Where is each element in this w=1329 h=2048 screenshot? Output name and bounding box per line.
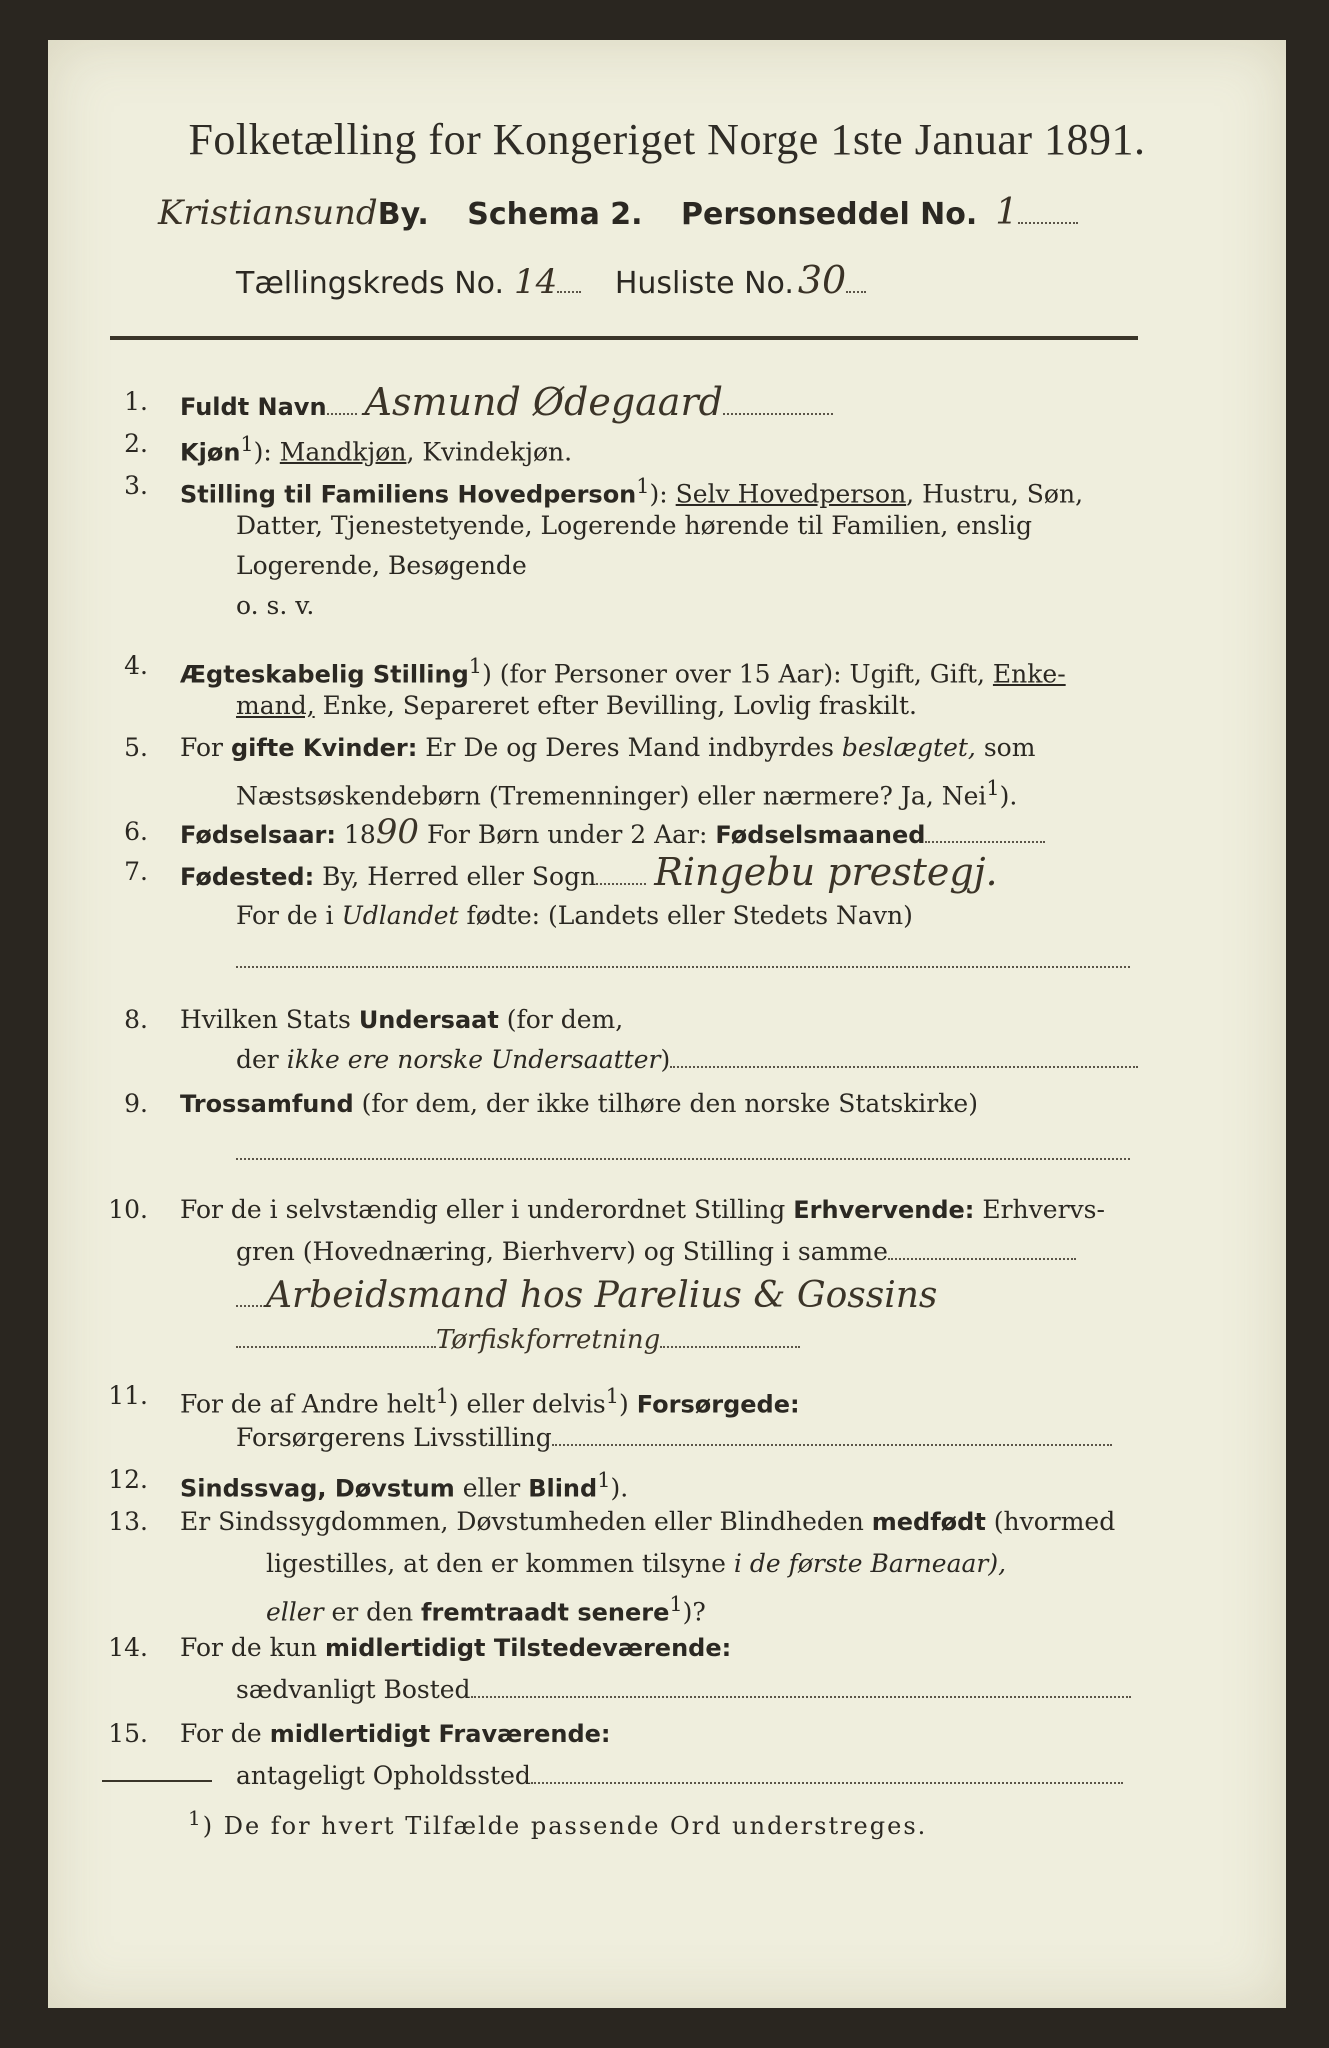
question-text: eller — [454, 1473, 529, 1503]
question-text-italic: i de første Barneaar), — [733, 1549, 1007, 1578]
question-text: (for dem, — [498, 1005, 624, 1034]
question-8-line2 — [236, 1040, 1138, 1080]
question-text-italic: eller — [266, 1597, 324, 1627]
question-3-line3: Logerende, Besøgende — [236, 551, 527, 580]
question-text: Er Sindssygdommen, Døvstumheden eller Blindheden — [180, 1507, 872, 1536]
question-5-line2 — [236, 768, 1017, 816]
header-row-kreds — [236, 258, 1136, 302]
schema-label: Schema 2. — [467, 197, 643, 232]
question-text-italic: ikke ere norske Undersaatter — [286, 1045, 661, 1074]
option-underlined: Selv Hovedperson — [675, 479, 907, 509]
question-4-line2 — [236, 686, 917, 726]
dotted-line — [660, 1320, 800, 1348]
form-title: Folketælling for Kongeriget Norge 1ste Januar 1891. — [188, 115, 1146, 164]
question-text: som — [975, 733, 1036, 762]
question-text: ). — [999, 781, 1018, 811]
option-underlined: mand, — [236, 691, 315, 720]
question-label: Erhvervende: — [793, 1196, 975, 1224]
question-number: 13. — [108, 1507, 148, 1536]
question-text-italic: beslægtet, — [841, 733, 976, 762]
question-text: For de af Andre helt — [180, 1389, 436, 1419]
dotted-line — [1018, 196, 1078, 224]
dotted-line — [888, 1232, 1076, 1260]
question-text: )? — [682, 1597, 706, 1627]
question-14-body — [180, 1628, 731, 1668]
header-row-schema — [158, 192, 1198, 233]
dotted-line — [670, 1040, 1138, 1068]
question-text: er den — [323, 1597, 422, 1627]
footnote-ref: 1 — [468, 654, 483, 678]
question-number: 2. — [124, 429, 148, 458]
question-6-body — [180, 812, 1045, 855]
question-10-answer-2 — [236, 1320, 800, 1360]
question-text: For Børn under 2 Aar: — [419, 820, 716, 849]
question-text: Hvilken Stats — [180, 1005, 359, 1034]
question-text: Forsørgerens Livsstilling — [236, 1423, 552, 1452]
question-number: 15. — [108, 1719, 148, 1748]
question-label: midlertidigt Fraværende: — [269, 1720, 611, 1748]
question-label: gifte Kvinder: — [230, 734, 418, 762]
dotted-line — [557, 265, 581, 293]
question-label: Fødselsaar: — [180, 821, 336, 849]
question-number: 12. — [108, 1465, 148, 1494]
dotted-line — [236, 1320, 436, 1348]
question-text: sædvanligt Bosted — [236, 1675, 471, 1704]
dotted-line — [596, 857, 646, 885]
question-label: Blind — [528, 1474, 598, 1503]
question-text: Er De og Deres Mand indbyrdes — [417, 733, 842, 762]
dotted-line — [925, 815, 1045, 843]
question-text: , Hustru, Søn, — [906, 479, 1084, 509]
question-text: ) — [660, 1045, 671, 1074]
question-text: antageligt Opholdssted — [236, 1761, 531, 1790]
town-name: Kristiansund — [158, 193, 378, 233]
question-text: ) eller delvis — [448, 1389, 606, 1419]
question-13-line2 — [266, 1544, 1006, 1584]
question-11-line2 — [236, 1418, 1112, 1458]
year-prefix: 18 — [336, 820, 376, 849]
dotted-line — [471, 1670, 1131, 1698]
kreds-number: 14 — [514, 262, 558, 302]
answer-line — [236, 966, 1130, 968]
question-10-body — [180, 1190, 1105, 1230]
footnote-text: ) De for hvert Tilfælde passende Ord understreges. — [202, 1812, 928, 1840]
question-label: Fuldt Navn — [180, 393, 327, 421]
dotted-line — [531, 1756, 1123, 1784]
husliste-number: 30 — [797, 258, 847, 302]
footnote-marker: 1 — [188, 1806, 203, 1830]
footnote-ref: 1 — [435, 1384, 449, 1408]
question-text: Enke, Separeret efter Bevilling, Lovlig fraskilt. — [314, 691, 917, 720]
question-text: , Kvindekjøn. — [406, 437, 573, 467]
footnote-ref: 1 — [636, 474, 650, 498]
question-text: ligestilles, at den er kommen tilsyne — [266, 1549, 734, 1578]
question-3-line4: o. s. v. — [236, 591, 315, 620]
dotted-line — [327, 387, 357, 415]
question-7-body — [180, 852, 998, 897]
answer-name: Asmund Ødegaard — [364, 380, 723, 424]
question-text: For de i — [236, 901, 342, 930]
question-text: (for dem, der ikke tilhøre den norske Statskirke) — [353, 1089, 978, 1118]
dotted-line — [723, 387, 833, 415]
personseddel-number: 1 — [995, 192, 1019, 233]
question-label: fremtraadt senere — [421, 1598, 670, 1627]
question-text-italic: Udlandet — [341, 901, 459, 930]
question-15-body — [180, 1714, 611, 1754]
question-10-answer-1 — [236, 1276, 937, 1319]
question-number: 14. — [108, 1633, 148, 1662]
footnote-rule — [102, 1780, 212, 1782]
footnote-ref: 1 — [597, 1468, 611, 1492]
question-text: ) (for Personer over 15 Aar): Ugift, Gift, — [482, 659, 993, 689]
question-number: 11. — [108, 1381, 148, 1410]
question-text: Erhvervs- — [974, 1195, 1105, 1224]
footnote-ref: 1 — [669, 1592, 683, 1616]
option-underlined: Enke- — [992, 659, 1066, 689]
question-text: ). — [610, 1473, 629, 1503]
question-number: 8. — [124, 1005, 148, 1034]
question-text: fødte: (Landets eller Stedets Navn) — [458, 901, 913, 930]
question-number: 3. — [124, 471, 148, 500]
question-text: ): — [253, 437, 280, 467]
footnote-ref: 1 — [240, 432, 254, 456]
option-underlined: Mandkjøn — [279, 437, 407, 467]
question-number: 1. — [124, 387, 148, 416]
question-1-body — [180, 382, 833, 427]
answer-occupation: Arbeidsmand hos Parelius & Gossins — [266, 1275, 938, 1316]
dotted-line — [236, 1279, 266, 1307]
footnote-ref: 1 — [605, 1384, 620, 1408]
answer-occupation-detail: Tørfiskforretning — [436, 1325, 661, 1355]
question-14-line2 — [236, 1670, 1131, 1710]
question-text: ): — [649, 479, 676, 509]
question-text: For de — [180, 1719, 270, 1748]
question-label: Ægteskabelig Stilling — [180, 660, 469, 689]
question-text: ) — [619, 1389, 637, 1419]
question-number: 7. — [124, 857, 148, 886]
question-label: Forsørgede: — [636, 1390, 800, 1419]
question-text: For de kun — [180, 1633, 325, 1662]
footnote-ref: 1 — [986, 776, 1000, 800]
question-15-line2 — [236, 1756, 1123, 1796]
dotted-line — [552, 1418, 1112, 1446]
question-number: 5. — [124, 733, 148, 762]
question-number: 9. — [124, 1089, 148, 1118]
question-label: Sindssvag, Døvstum — [180, 1474, 455, 1503]
question-text: For de i selvstændig eller i underordnet Stilling — [180, 1195, 794, 1224]
dotted-line — [846, 265, 866, 293]
personseddel-label: Personseddel No. — [681, 197, 978, 232]
kreds-label: Tællingskreds No. — [236, 266, 504, 301]
question-9-body — [180, 1084, 978, 1124]
question-label: Fødselsmaaned — [715, 821, 926, 849]
question-8-body — [180, 1000, 623, 1040]
question-label: Stilling til Familiens Hovedperson — [180, 480, 637, 509]
question-text: der — [236, 1045, 287, 1074]
question-text: By, Herred eller Sogn — [314, 862, 597, 891]
by-label: By. — [377, 197, 429, 232]
question-text: gren (Hovednæring, Bierhverv) og Stilling i samme — [236, 1237, 888, 1266]
question-number: 6. — [124, 817, 148, 846]
footnote — [188, 1806, 927, 1840]
answer-birthplace: Ringebu prestegj. — [654, 850, 998, 894]
question-10-line2 — [236, 1232, 1076, 1272]
question-13-line3 — [266, 1584, 706, 1632]
question-label: medfødt — [871, 1508, 986, 1536]
answer-birth-year: 90 — [375, 812, 420, 852]
header-rule — [110, 336, 1138, 340]
question-label: Undersaat — [358, 1006, 499, 1034]
census-form — [48, 40, 1286, 2008]
question-label: Trossamfund — [180, 1090, 354, 1118]
question-label: Fødested: — [180, 863, 315, 891]
answer-line — [236, 1158, 1130, 1160]
question-5-body — [180, 728, 1035, 768]
question-number: 4. — [124, 651, 148, 680]
question-label: Kjøn — [180, 438, 241, 467]
husliste-label: Husliste No. — [614, 266, 794, 301]
question-7-line2 — [236, 896, 913, 936]
question-number: 10. — [108, 1195, 148, 1224]
question-text: For — [180, 733, 231, 762]
question-13-body — [180, 1502, 1115, 1542]
question-label: midlertidigt Tilstedeværende: — [324, 1634, 732, 1662]
question-text: (hvormed — [985, 1507, 1116, 1536]
question-3-line2: Datter, Tjenestetyende, Logerende hørende til Familien, enslig — [236, 511, 1033, 540]
question-text: Næstsøskendebørn (Tremenninger) eller nærmere? Ja, Nei — [236, 781, 987, 811]
